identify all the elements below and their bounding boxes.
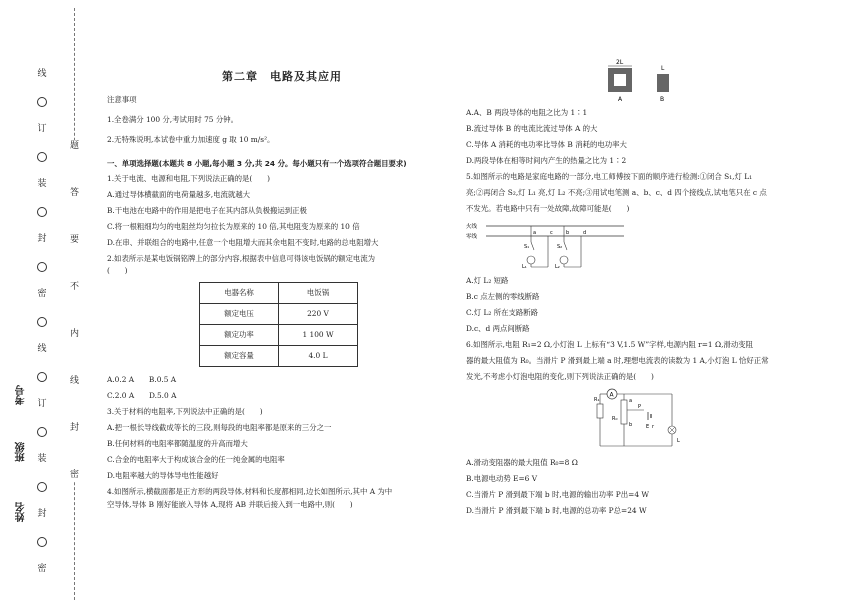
binding-char: 线 [37,69,47,79]
r-label: r [652,423,655,430]
table-key: 额定功率 [200,324,279,345]
table-key: 电器名称 [200,282,279,303]
live-wire-label: 火线 [466,223,478,230]
s2-label: S₂ [557,243,563,250]
option-d: D.电阻率越大的导体导电性能越好 [107,470,219,480]
s1-label: S₁ [524,243,530,250]
binding-hole [37,537,47,547]
left-column [107,70,457,516]
options-cd: C.2.0 A D.5.0 A [107,390,177,400]
lamp-l2 [560,256,568,264]
r0-label: R₀ [612,415,618,422]
rice-cooker-table [199,282,358,367]
binding-char: 密 [37,564,47,574]
binding-char: 答 [70,188,80,198]
page-title: 第二章 电路及其应用 [222,70,342,83]
table-value: 1 100 W [279,324,358,345]
l1-label: L₁ [522,263,527,270]
neutral-wire-label: 零线 [466,233,478,240]
rheostat-circuit-figure [594,388,684,452]
binding-char: 封 [37,234,47,244]
table-row [200,303,358,324]
option-c: C.将一根粗细均匀的电阻丝均匀拉长为原来的 10 倍,其电阻变为原来的 10 倍 [107,221,360,231]
binding-char: 订 [37,399,47,409]
figure-label-2l: 2L [616,59,624,66]
p-label: P [638,403,642,410]
l2-label: L₂ [555,263,560,270]
question-stem-line3: 不发光。若电路中只有一处故障,故障可能是( ) [466,203,630,213]
option-d: D.c、d 两点间断路 [466,323,530,333]
point-c-label: c [550,229,553,236]
table-row [200,282,358,303]
point-b-label: b [629,421,633,428]
option-c: C.导体 A 消耗的电功率比导体 B 消耗的电功率大 [466,139,627,149]
binding-char: 订 [37,124,47,134]
question-paren: ( ) [107,265,128,275]
ammeter-label: A [609,391,614,399]
question-stem: 3.关于材料的电阻率,下列说法中正确的是( ) [107,406,263,416]
option-d: D.当滑片 P 滑到最下端 b 时,电源的总功率 P总=24 W [466,505,647,515]
option-b: B.任何材料的电阻率都随温度的升高而增大 [107,438,248,448]
question-stem-line1: 6.如图所示,电阻 R₁=2 Ω,小灯泡 L 上标有“3 V,1.5 W”字样,电源内阻 r=1 Ω,滑动变阻 [466,339,753,349]
question-5 [466,172,846,334]
binding-hole [37,317,47,327]
question-stem-line2: 亮;②再闭合 S₂,灯 L₁ 亮,灯 L₂ 不亮;③用试电笔测 a、b、c、d 四个接线点,试电笔只在 c 点 [466,187,767,197]
option-c: C.合金的电阻率大于构成该合金的任一纯金属的电阻率 [107,454,285,464]
switch-s1 [531,242,534,250]
exam-number-label: 考号 [16,385,27,405]
binding-char: 密 [70,470,80,480]
lamp-l1 [527,256,535,264]
rheostat-r0 [621,400,627,424]
binding-mid-column [70,140,79,482]
point-a-label: a [629,397,633,404]
table-value: 220 V [279,303,358,324]
option-a: A.A、B 两段导体的电阻之比为 1∶1 [466,108,588,117]
binding-char: 内 [70,329,80,339]
option-c: C.当滑片 P 滑到最下端 b 时,电源的输出功率 P出=4 W [466,489,649,499]
question-stem-line3: 发光,不考虑小灯泡电阻的变化,则下列说法正确的是( ) [466,371,654,381]
option-c: C.灯 L₂ 所在支路断路 [466,307,539,317]
binding-hole [37,262,47,272]
binding-margin [0,0,90,608]
point-a-label: a [533,229,537,236]
option-b: B.干电池在电路中的作用是把电子在其内部从负极搬运到正极 [107,205,307,215]
conductor-a-hollow [614,74,626,86]
option-b: B.电源电动势 E=6 V [466,473,538,483]
figure-label-a: A [618,96,623,103]
table-row [200,345,358,366]
l-label: L [677,437,680,444]
resistor-r1 [597,404,603,418]
binding-hole [37,427,47,437]
conductor-figure [602,56,692,104]
e-label: E [646,423,650,430]
option-a: A.通过导体横截面的电荷量越多,电流就越大 [107,189,251,199]
table-row [200,324,358,345]
table-value: 4.0 L [279,345,358,366]
point-b-label: b [566,229,570,236]
question-4-stem [107,487,457,510]
question-stem-line2: 器的最大阻值为 R₀。当滑片 P 滑到最上端 a 时,理想电流表的读数为 1 A,小灯泡 L 恰好正常 [466,355,769,365]
table-value: 电饭锅 [279,282,358,303]
notice-item-1: 1.全卷满分 100 分,考试用时 75 分钟。 [107,114,238,124]
binding-right-column [37,70,47,574]
binding-char: 线 [37,344,47,354]
switch-s2 [564,242,567,250]
question-stem: 2.如表所示是某电饭锅铭牌上的部分内容,根据表中信息可得该电饭锅的额定电流为 [107,253,376,263]
binding-char: 装 [37,454,47,464]
r1-label: R₁ [594,396,600,403]
point-d-label: d [583,229,587,236]
table-key: 额定容量 [200,345,279,366]
question-stem: 1.关于电流、电源和电阻,下列说法正确的是( ) [107,173,270,183]
question-1 [107,174,457,248]
question-stem-line1: 4.如图所示,横截面都是正方形的两段导体,材料和长度都相同,边长如图所示,其中 A 为中 [107,486,393,496]
binding-char: 封 [70,423,80,433]
binding-char: 题 [70,141,80,151]
conductor-b [657,74,669,92]
binding-char: 装 [37,179,47,189]
binding-char: 封 [37,509,47,519]
question-6 [466,340,846,516]
notice-heading: 注意事项 [107,94,137,104]
binding-char: 密 [37,289,47,299]
binding-hole [37,207,47,217]
option-a: A.灯 L₂ 短路 [466,275,509,285]
options-ab: A.0.2 A B.0.5 A [107,374,177,384]
question-3 [107,407,457,481]
option-d: D.两段导体在相等时间内产生的热量之比为 1∶2 [466,155,627,165]
option-b: B.流过导体 B 的电流比流过导体 A 的大 [466,123,598,133]
binding-char: 线 [70,376,80,386]
question-stem-line1: 5.如图所示的电路是家庭电路的一部分,电工师傅按下面的顺序进行检测:①闭合 S₁,灯 L₁ [466,171,753,181]
binding-char: 要 [70,235,80,245]
figure-label-b: B [660,96,665,103]
option-a: A.把一根长导线截成等长的三段,则每段的电阻率都是原来的三分之一 [107,422,332,432]
binding-hole [37,482,47,492]
binding-hole [37,97,47,107]
notice-item-2: 2.无特殊说明,本试卷中重力加速度 g 取 10 m/s²。 [107,134,275,144]
binding-hole [37,152,47,162]
section-heading: 一、单项选择题(本题共 8 小题,每小题 3 分,共 24 分。每小题只有一个选项符合题目要求) [107,158,407,168]
option-a: A.滑动变阻器的最大阻值 R₀=8 Ω [466,457,578,467]
figure-label-l: L [661,65,665,72]
binding-char: 不 [70,282,80,292]
question-4-options [466,108,846,166]
question-stem-line2: 空导体,导体 B 刚好能嵌入导体 A,现将 AB 并联后接入到一电路中,则( ) [107,499,353,509]
household-circuit-figure [466,220,626,270]
binding-hole [37,372,47,382]
right-column [466,56,846,522]
name-label: 姓名 [16,502,27,522]
class-label: 班级 [16,442,27,462]
table-key: 额定电压 [200,303,279,324]
option-b: B.c 点左侧的零线断路 [466,291,540,301]
question-2 [107,254,457,401]
option-d: D.在串、并联组合的电路中,任意一个电阻增大而其余电阻不变时,电路的总电阻增大 [107,237,379,247]
